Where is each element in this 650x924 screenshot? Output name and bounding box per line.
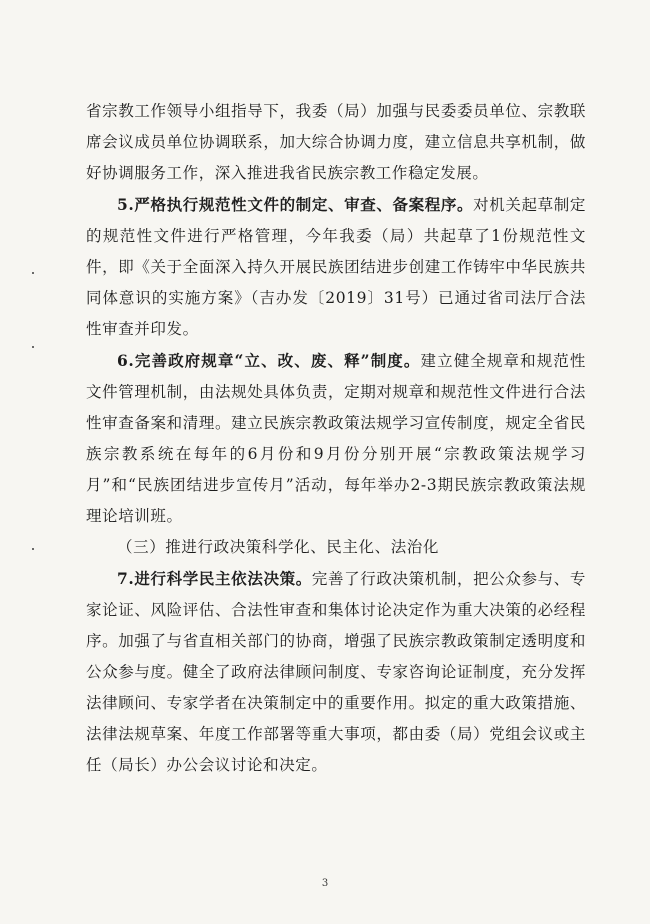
section-heading: （三）推进行政决策科学化、民主化、法治化 [117, 538, 440, 556]
paragraph-continuation: 省宗教工作领导小组指导下，我委（局）加强与民委委员单位、宗教联席会议成员单位协调联系，加大综合协调力度，建立信息共享机制，做好协调服务工作，深入推进我省民族宗教工作稳定发展。 [86, 102, 586, 182]
scan-mark [32, 272, 34, 274]
item-body: 对机关起草制定的规范性文件进行严格管理，今年我委（局）共起草了1份规范性文件，即《关于全面深入持久开展民族团结进步创建工作铸牢中华民族共同体意识的实施方案》（吉办发〔2019〕31号）已通过省司法厅合法性审查并印发。 [86, 196, 586, 338]
item-heading: 6.完善政府规章“立、改、废、释”制度。 [117, 351, 421, 370]
paragraph-item-7 [86, 563, 586, 781]
paragraph-item-5 [86, 189, 586, 345]
scan-mark [32, 548, 34, 550]
scan-mark [32, 346, 34, 348]
item-heading: 5.严格执行规范性文件的制定、审查、备案程序。 [117, 195, 474, 214]
item-body: 完善了行政决策机制，把公众参与、专家论证、风险评估、合法性审查和集体讨论决定作为重大决策的必经程序。加强了与省直相关部门的协商，增强了民族宗教政策制定透明度和公众参与度。健全了政府法律顾问制度、专家咨询论证制度，充分发挥法律顾问、专家学者在决策制定中的重要作用。拟定的重大政策措施、法律法规草案、年度工作部署等重大事项，都由委（局）党组会议或主任（局长）办公会议讨论和决定。 [86, 570, 587, 774]
item-heading: 7.进行科学民主依法决策。 [117, 569, 312, 588]
paragraph-item-6 [86, 345, 586, 532]
item-body: 建立健全规章和规范性文件管理机制，由法规处具体负责，定期对规章和规范性文件进行合法性审查备案和清理。建立民族宗教政策法规学习宣传制度，规定全省民族宗教系统在每年的6月份和9月份分别开展“宗教政策法规学习月”和“民族团结进步宣传月”活动，每年举办2-3期民族宗教政策法规理论培训班。 [86, 352, 586, 525]
page-number: 3 [321, 878, 329, 889]
